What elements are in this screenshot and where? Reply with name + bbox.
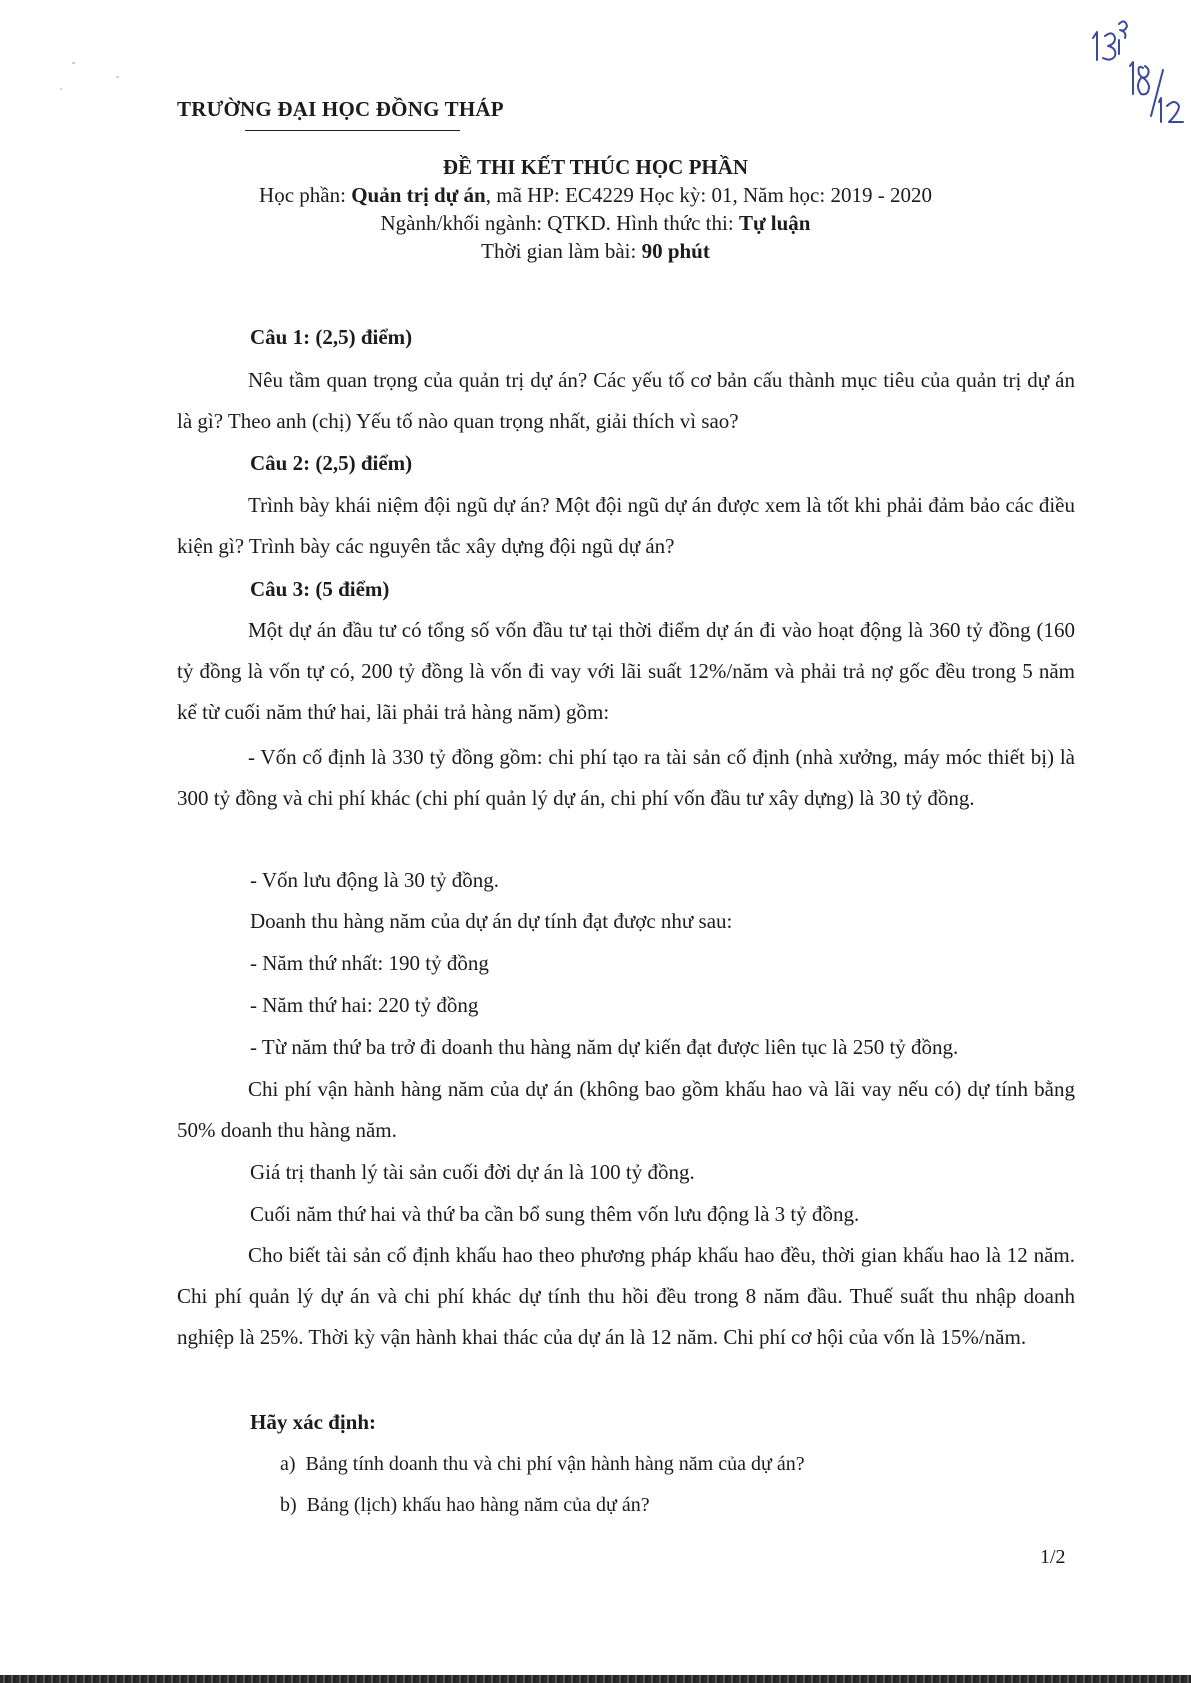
handwritten-annotation: [1085, 10, 1185, 130]
university-name: TRƯỜNG ĐẠI HỌC ĐỒNG THÁP: [177, 97, 504, 121]
revenue-year-3-onward: - Từ năm thứ ba trở đi doanh thu hàng năm dự kiến đạt được liên tục là 250 tỷ đồng.: [250, 1035, 959, 1059]
task-item-b: [280, 1494, 650, 1517]
major-info-line: [0, 211, 1191, 236]
question-3-heading: Câu 3: (5 điểm): [250, 577, 390, 601]
revenue-year-2: - Năm thứ hai: 220 tỷ đồng: [250, 993, 479, 1017]
revenue-year-1: - Năm thứ nhất: 190 tỷ đồng: [250, 951, 489, 975]
course-name: Quản trị dự án: [351, 183, 486, 207]
question-3-intro: Một dự án đầu tư có tổng số vốn đầu tư tại thời điểm dự án đi vào hoạt động là 360 tỷ đồng (160 tỷ đồng là vốn tự có, 200 tỷ đồng là vốn đi vay với lãi suất 12%/năm và phải trả nợ gốc đều trong 5 năm kể từ cuối năm thứ hai, lãi phải trả hàng năm) gồm:: [177, 618, 1075, 724]
header-underline: [245, 130, 460, 131]
question-2-heading: Câu 2: (2,5) điểm): [250, 451, 413, 475]
time-prefix: Thời gian làm bài:: [481, 239, 642, 263]
time-info-line: [0, 239, 1191, 264]
task-marker: b): [280, 1494, 297, 1516]
depreciation-text: Cho biết tài sản cố định khấu hao theo phương pháp khấu hao đều, thời gian khấu hao là 12 năm. Chi phí quản lý dự án và chi phí khác dự tính thu hồi đều trong 8 năm đầu. Thuế suất thu nhập doanh nghiệp là 25%. Thời kỳ vận hành khai thác của dự án là 12 năm. Chi phí cơ hội của vốn là 15%/năm.: [177, 1243, 1075, 1349]
page-number: 1/2: [1040, 1546, 1066, 1568]
course-info-line: [0, 183, 1191, 208]
fixed-capital-text: - Vốn cố định là 330 tỷ đồng gồm: chi phí tạo ra tài sản cố định (nhà xưởng, máy móc thiết bị) là 300 tỷ đồng và chi phí khác (chi phí quản lý dự án, chi phí vốn đầu tư xây dựng) là 30 tỷ đồng.: [177, 745, 1075, 810]
working-capital-text: - Vốn lưu động là 30 tỷ đồng.: [250, 868, 499, 892]
operating-cost-text: Chi phí vận hành hàng năm của dự án (không bao gồm khấu hao và lãi vay nếu có) dự tính bằng 50% doanh thu hàng năm.: [177, 1077, 1075, 1142]
time-value: 90 phút: [641, 239, 710, 263]
task-heading: Hãy xác định:: [250, 1410, 377, 1434]
question-2-text: Trình bày khái niệm đội ngũ dự án? Một đội ngũ dự án được xem là tốt khi phải đảm bảo các điều kiện gì? Trình bày các nguyên tắc xây dựng đội ngũ dự án?: [177, 493, 1075, 558]
course-prefix: Học phần:: [259, 183, 352, 207]
major-prefix: Ngành/khối ngành: QTKD. Hình thức thi:: [380, 211, 739, 235]
question-1-heading: Câu 1: (2,5) điểm): [250, 325, 413, 349]
salvage-value-text: Giá trị thanh lý tài sản cuối đời dự án là 100 tỷ đồng.: [250, 1160, 695, 1184]
exam-form: Tự luận: [738, 211, 811, 235]
scan-speck: [60, 88, 62, 90]
task-text: Bảng tính doanh thu và chi phí vận hành hàng năm của dự án?: [305, 1453, 805, 1475]
task-marker: a): [280, 1453, 296, 1475]
task-text: Bảng (lịch) khấu hao hàng năm của dự án?: [306, 1494, 650, 1516]
revenue-intro-text: Doanh thu hàng năm của dự án dự tính đạt được như sau:: [250, 909, 733, 933]
task-item-a: [280, 1453, 805, 1476]
exam-title: ĐỀ THI KẾT THÚC HỌC PHẦN: [442, 155, 749, 179]
scan-edge-band: [0, 1675, 1191, 1683]
working-capital-supplement-text: Cuối năm thứ hai và thứ ba cần bổ sung thêm vốn lưu động là 3 tỷ đồng.: [250, 1202, 860, 1226]
course-suffix: , mã HP: EC4229 Học kỳ: 01, Năm học: 2019 - 2020: [485, 183, 932, 207]
question-1-text: Nêu tầm quan trọng của quản trị dự án? Các yếu tố cơ bản cấu thành mục tiêu của quản trị dự án là gì? Theo anh (chị) Yếu tố nào quan trọng nhất, giải thích vì sao?: [177, 368, 1075, 433]
scan-speck: [72, 62, 75, 64]
scan-speck: [116, 76, 119, 78]
